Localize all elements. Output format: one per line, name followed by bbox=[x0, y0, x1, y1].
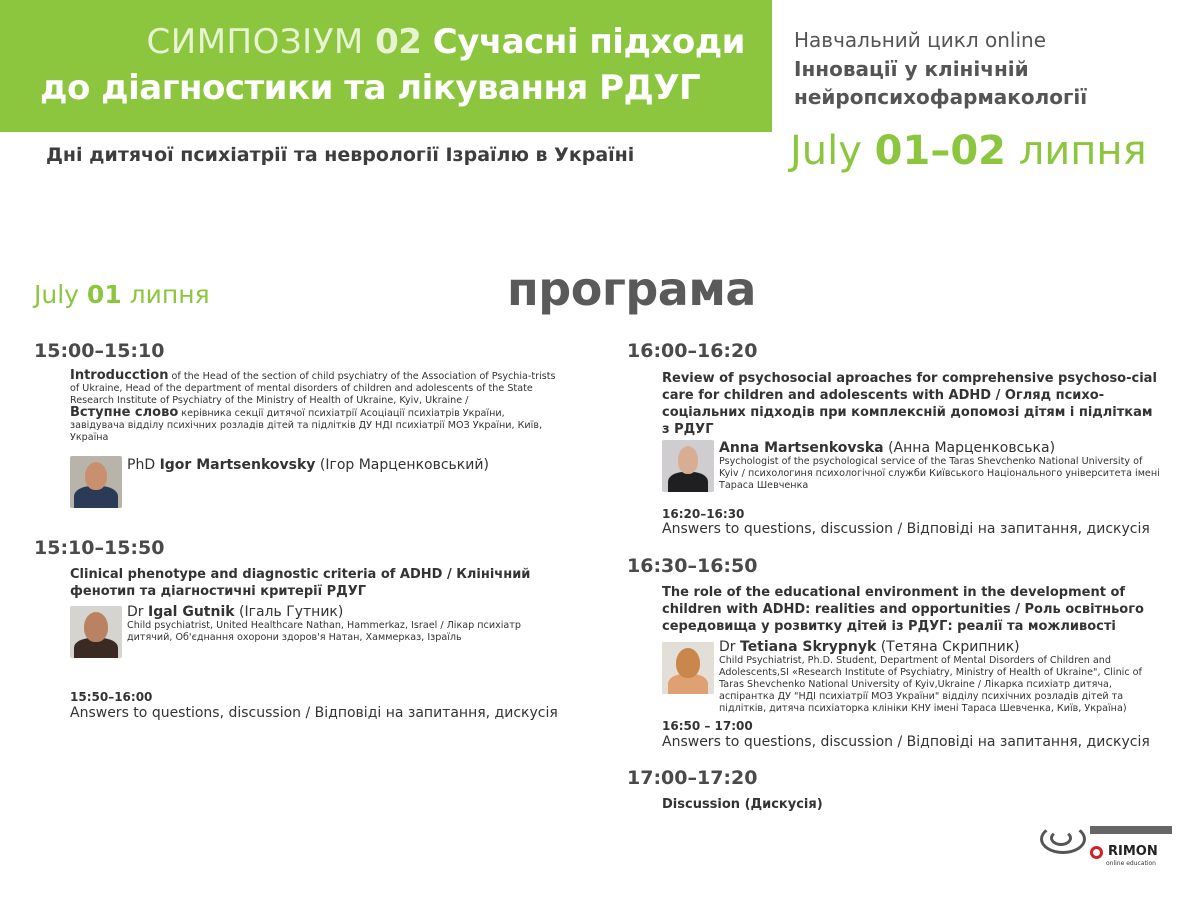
speaker-name-native: (Тетяна Скрипник) bbox=[880, 639, 1020, 655]
speaker-photo bbox=[662, 440, 714, 492]
talk-title: Review of psychosocial aproaches for comprehensive psychoso-cial care for children and adolescents with ADHD / Огляд психо-соціальних підходів при комплексній допомозі дітям і підліткам з РДУГ bbox=[662, 371, 1157, 437]
speaker-name bbox=[719, 639, 1020, 655]
event-dates bbox=[790, 128, 1147, 174]
cycle-title-line1: Інновації у клінічній bbox=[794, 57, 1029, 81]
dates-suffix: липня bbox=[1018, 128, 1147, 174]
speaker-name-native: (Анна Марценковська) bbox=[888, 440, 1056, 456]
pomegranate-icon bbox=[1090, 846, 1103, 859]
speaker-photo bbox=[70, 456, 122, 508]
banner-title-line1 bbox=[0, 22, 745, 62]
cycle-title-line2: нейропсихофармакології bbox=[794, 85, 1088, 109]
qa-time: 16:20–16:30 bbox=[662, 507, 745, 521]
qa-text: Answers to questions, discussion / Відповіді на запитання, дискусія bbox=[662, 521, 1150, 537]
talk-title: Clinical phenotype and diagnostic criteria of ADHD / Клінічний фенотип та діагностичні критерії РДУГ bbox=[70, 567, 531, 599]
qa-text: Answers to questions, discussion / Відповіді на запитання, дискусія bbox=[662, 734, 1150, 750]
session-time: 16:00–16:20 bbox=[627, 340, 758, 362]
session-time: 15:00–15:10 bbox=[34, 340, 165, 362]
speaker-affiliation: Child psychiatrist, United Healthcare Nathan, Hammerkaz, Israel / Лікар психіатр дитячий, Об'єднання охорони здоров'я Натан, Хаммерказ, Ізраїль bbox=[127, 620, 521, 643]
speaker-name bbox=[127, 604, 343, 620]
qa-time: 16:50 – 17:00 bbox=[662, 719, 753, 733]
speaker-affiliation: Child Psychiatrist, Ph.D. Student, Department of Mental Disorders of Children and Adolescents,SI «Research Institute of Psychiatry, Ministry of Health of Ukraine", Clinic of Taras Shevchenko National University of Kyiv,Ukraine / Лікарка психіатр дитяча, аспірантка ДУ "НДІ психіатрії МОЗ України" відділу психічних розладів дітей та підлітків, дитяча психіаторка клініки КНУ імені Тараса Шевченка, Київ, Україна) bbox=[719, 655, 1142, 714]
dates-prefix: July bbox=[790, 128, 862, 174]
program-heading: програма bbox=[507, 262, 756, 316]
day-prefix: July bbox=[34, 280, 79, 309]
intro-title-en: Introducction bbox=[70, 368, 169, 383]
intro-title-uk: Вступне слово bbox=[70, 405, 179, 420]
intro-desc-uk: керівника секції дитячої психіатрії Асоціації психіатрів України, завідувача відділу психічних розладів дітей та підлітків ДУ НДІ психіатрії МОЗ України, Київ, Україна bbox=[70, 408, 543, 443]
qa-time: 15:50–16:00 bbox=[70, 690, 153, 704]
day-number: 01 bbox=[86, 280, 122, 309]
talk-title: Discussion (Дискусія) bbox=[662, 797, 823, 812]
event-subtitle: Дні дитячої психіатрії та неврології Ізраїлю в Україні bbox=[46, 144, 635, 166]
logo-name: RIMON bbox=[1108, 844, 1158, 859]
cycle-title bbox=[794, 55, 1087, 111]
intro-desc-en: of the Head of the section of child psychiatry of the Association of Psychia-trists of Ukraine, Head of the department of mental disorders of children and adolescents of the State Research Institute of Psychiatry of the Ministry of Health of Ukraine, Kyiv, Ukraine / bbox=[70, 371, 556, 406]
logo-tagline: online education bbox=[1106, 860, 1156, 867]
dates-range: 01–02 bbox=[874, 128, 1006, 174]
rimon-logo bbox=[1040, 820, 1180, 880]
speaker-title: Dr bbox=[127, 604, 144, 620]
logo-mark-inner-icon bbox=[1050, 830, 1072, 846]
logo-bar bbox=[1090, 826, 1172, 834]
cycle-label: Навчальний цикл online bbox=[794, 28, 1046, 52]
banner-title-line2: до діагностики та лікування РДУГ bbox=[40, 68, 701, 108]
symposium-number: 02 bbox=[375, 22, 422, 62]
speaker-name-native: (Ігор Марценковський) bbox=[319, 457, 489, 473]
speaker-title: PhD bbox=[127, 457, 156, 473]
speaker-name-en: Igal Gutnik bbox=[148, 604, 235, 620]
speaker-name-en: Anna Martsenkovska bbox=[719, 440, 884, 456]
session-time: 15:10–15:50 bbox=[34, 537, 165, 559]
qa-text: Answers to questions, discussion / Відповіді на запитання, дискусія bbox=[70, 705, 558, 721]
banner-title-part1: Сучасні підходи bbox=[432, 22, 745, 62]
speaker-name bbox=[719, 440, 1055, 456]
talk-title: The role of the educational environment in the development of children with ADHD: realities and opportunities / Роль освітнього середовища у розвитку дітей із РДУГ: реалії та можливості bbox=[662, 585, 1144, 634]
speaker-title: Dr bbox=[719, 639, 736, 655]
speaker-name bbox=[127, 457, 489, 473]
speaker-name-native: (Ігаль Гутник) bbox=[239, 604, 344, 620]
speaker-affiliation: Psychologist of the psychological service of the Taras Shevchenko National University of Kyiv / психологиня психологічної служби Київського Національного університета імені Тараса Шевченка bbox=[719, 456, 1160, 491]
speaker-photo bbox=[70, 606, 122, 658]
session-time: 17:00–17:20 bbox=[627, 767, 758, 789]
speaker-name-en: Igor Martsenkovsky bbox=[159, 457, 316, 473]
symposium-label: СИМПОЗІУМ bbox=[146, 22, 364, 62]
speaker-name-en: Tetiana Skrypnyk bbox=[740, 639, 877, 655]
session-time: 16:30–16:50 bbox=[627, 555, 758, 577]
header-banner bbox=[0, 0, 772, 132]
day-suffix: липня bbox=[129, 280, 210, 309]
day-label bbox=[34, 280, 210, 309]
session-description bbox=[70, 370, 558, 444]
